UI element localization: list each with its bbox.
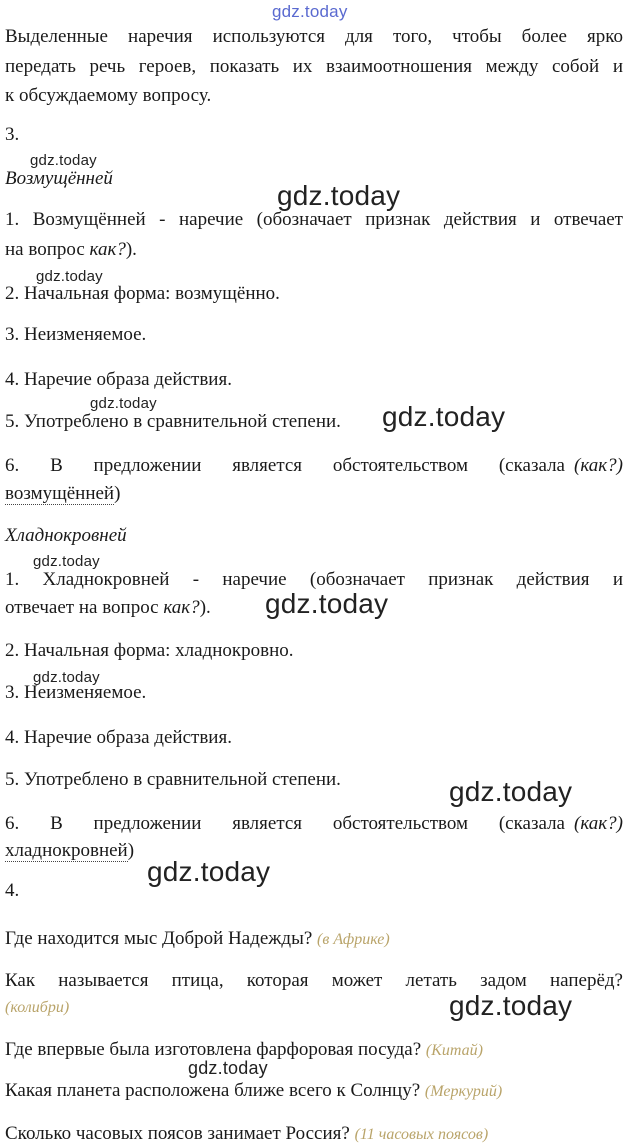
word2-p2: 2. Начальная форма: хладнокровно. xyxy=(5,640,294,661)
word1-p3: 3. Неизменяемое. xyxy=(5,324,147,345)
intro-line-2: передать речь героев, показать их взаимоотношения между собой и xyxy=(5,56,623,77)
watermark-large: gdz.today xyxy=(449,990,573,1021)
word1-p1-line1: 1. Возмущённей - наречие (обозначает признак действия и отвечает xyxy=(5,209,623,230)
watermark-small: gdz.today xyxy=(90,395,157,412)
watermark-large: gdz.today xyxy=(277,180,401,211)
word2-p3: 3. Неизменяемое. xyxy=(5,682,147,703)
word1-p1-line2: на вопрос как?). xyxy=(5,239,137,260)
intro-line-3: к обсуждаемому вопросу. xyxy=(5,85,212,106)
intro-line-1: Выделенные наречия используются для того, чтобы более ярко xyxy=(5,26,623,47)
watermark-top: gdz.today xyxy=(272,2,348,21)
watermark-small: gdz.today xyxy=(188,1058,268,1078)
watermark-small: gdz.today xyxy=(36,268,103,285)
section-4-number: 4. xyxy=(5,880,20,901)
word1-p4: 4. Наречие образа действия. xyxy=(5,369,232,390)
word1-p6-line1: 6. В предложении является обстоятельством (сказала (как?) xyxy=(5,455,623,476)
qa-item: Где впервые была изготовлена фарфоровая посуда? (Китай) xyxy=(5,1039,483,1060)
word2-p4: 4. Наречие образа действия. xyxy=(5,727,232,748)
qa-answer: (колибри) xyxy=(5,999,70,1016)
qa-item: Как называется птица, которая может летать задом наперёд? xyxy=(5,970,623,991)
qa-item: Какая планета расположена ближе всего к Солнцу? (Меркурий) xyxy=(5,1080,503,1101)
word1-p2: 2. Начальная форма: возмущённо. xyxy=(5,283,280,304)
word2-p6-line2: хладнокровней) xyxy=(5,840,135,861)
qa-item: Где находится мыс Доброй Надежды? (в Африке) xyxy=(5,928,390,949)
qa-item: Сколько часовых поясов занимает Россия? (11 часовых поясов) xyxy=(5,1123,489,1144)
section-3-number: 3. xyxy=(5,124,20,145)
watermark-large: gdz.today xyxy=(449,776,573,807)
watermark-large: gdz.today xyxy=(265,588,389,619)
word2-p5: 5. Употреблено в сравнительной степени. xyxy=(5,769,341,790)
word2-heading: Хладнокровней xyxy=(5,525,127,546)
word2-p1-line2: отвечает на вопрос как?). xyxy=(5,597,211,618)
word1-p6-line2: возмущённей) xyxy=(5,483,121,504)
word1-heading: Возмущённей xyxy=(5,168,113,189)
watermark-small: gdz.today xyxy=(33,669,100,686)
watermark-large: gdz.today xyxy=(147,856,271,887)
word2-p1-line1: 1. Хладнокровней - наречие (обозначает признак действия и xyxy=(5,569,623,590)
watermark-large: gdz.today xyxy=(382,401,506,432)
watermark-small: gdz.today xyxy=(30,152,97,169)
word1-p5: 5. Употреблено в сравнительной степени. xyxy=(5,411,341,432)
watermark-small: gdz.today xyxy=(33,553,100,570)
word2-p6-line1: 6. В предложении является обстоятельством (сказала (как?) xyxy=(5,813,623,834)
